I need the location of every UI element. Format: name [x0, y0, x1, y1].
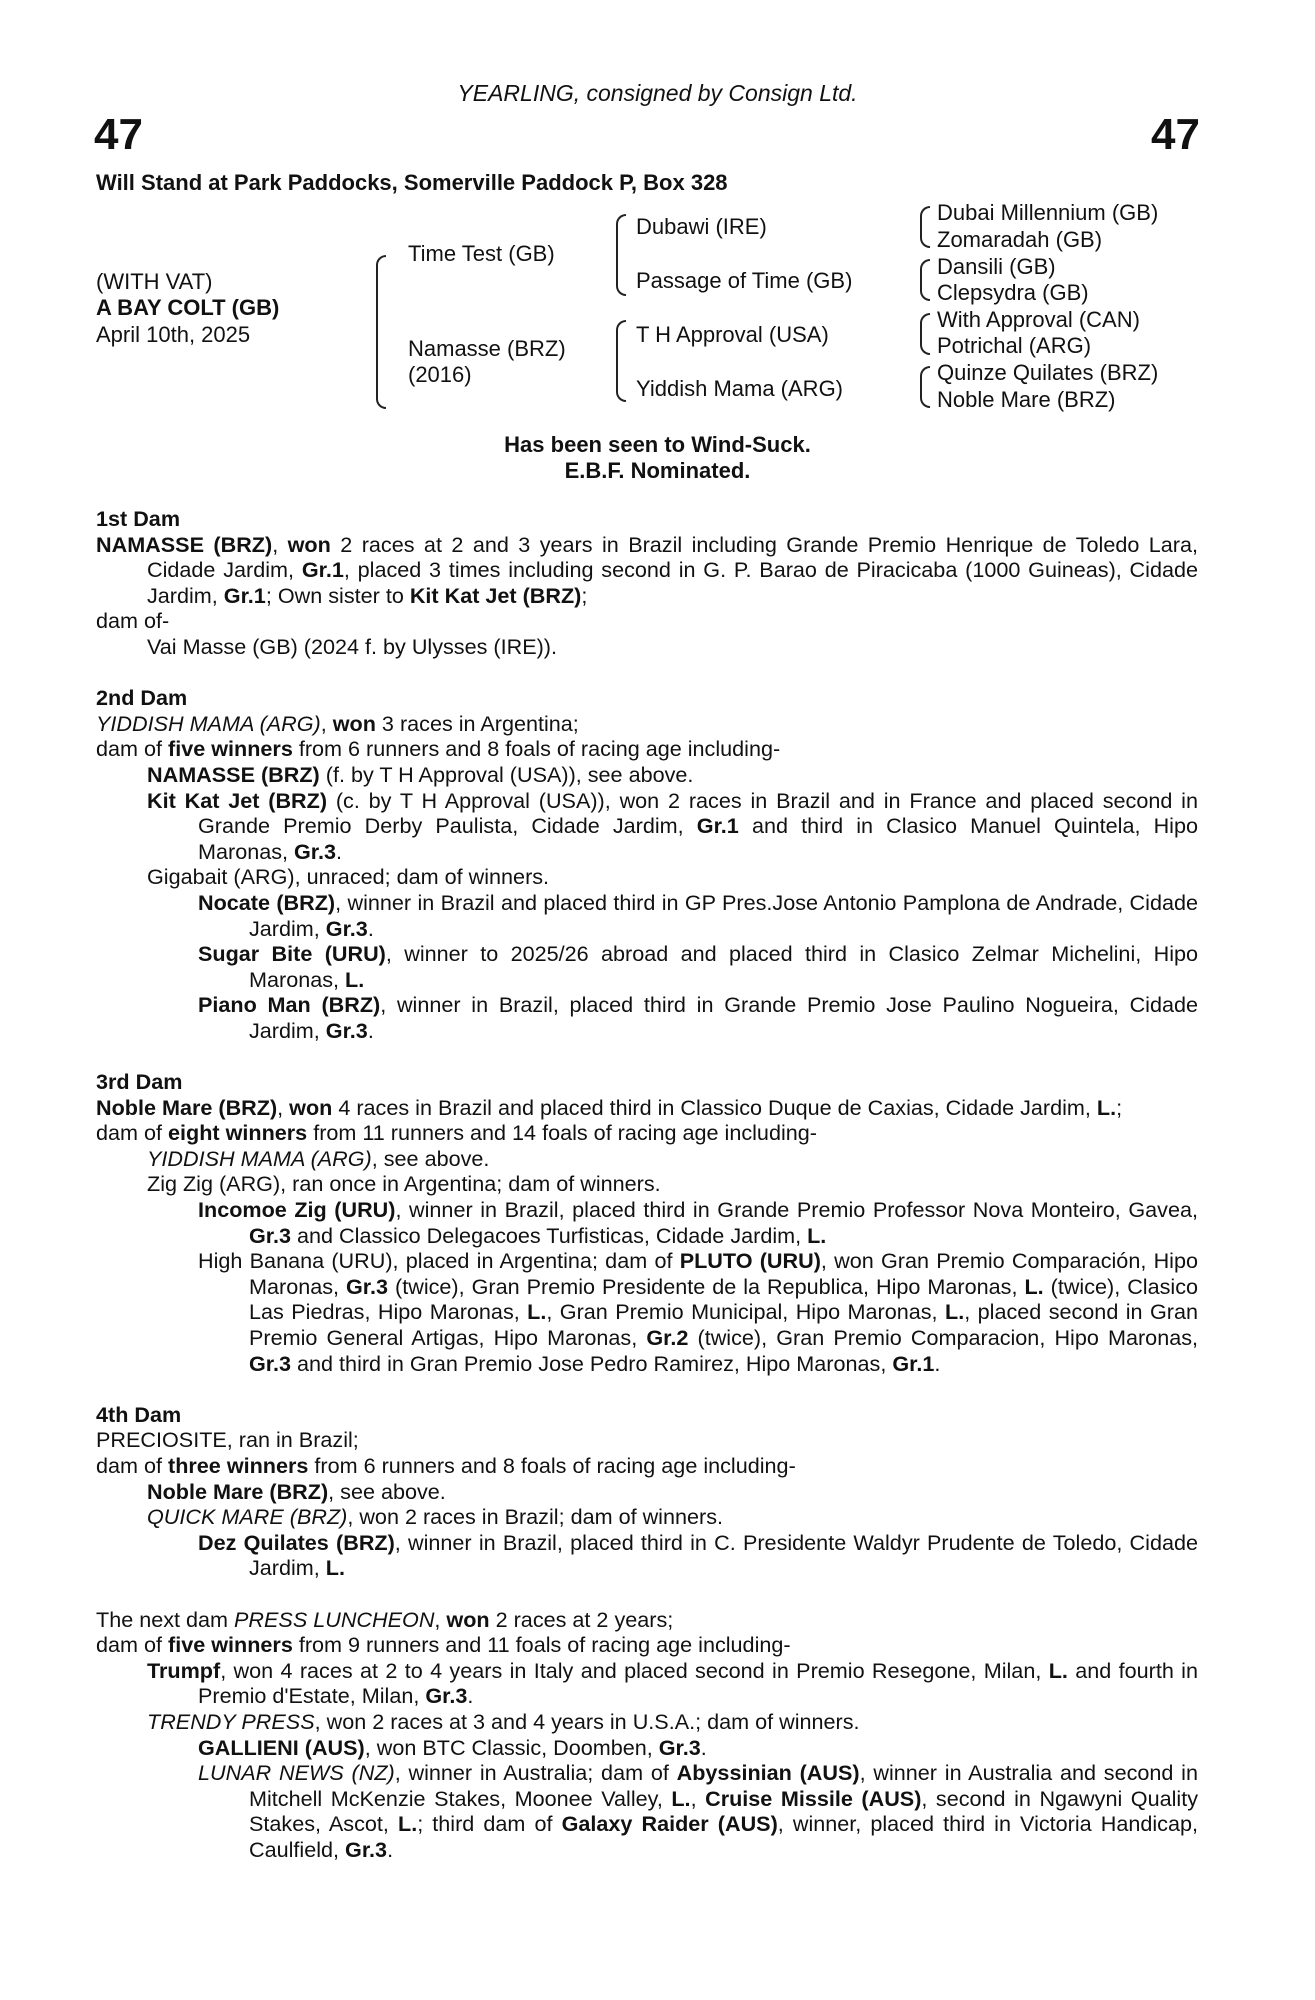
text: (twice), Gran Premio Comparacion, Hipo Maronas, — [688, 1325, 1199, 1350]
bold-text: Gr.3 — [658, 1734, 701, 1760]
text: dam of- — [96, 608, 170, 634]
produce-record — [96, 1479, 1198, 1505]
text: , won BTC Classic, Doomben, — [364, 1734, 659, 1760]
text: . — [700, 1734, 707, 1760]
ebf-note: E.B.F. Nominated. — [564, 458, 751, 483]
text: , winner in Brazil, placed third in Grande Premio Jose Paulino Nogueira, Cidade Jardim, — [249, 992, 1198, 1043]
text: The next dam — [96, 1606, 235, 1632]
ggs-1: Dubai Millennium (GB) — [937, 200, 1159, 225]
bold-text: Incomoe Zig (URU) — [198, 1197, 396, 1223]
text: , winner in Australia; dam of — [394, 1760, 677, 1786]
section-title: 4th Dam — [96, 1401, 182, 1427]
bold-text: won — [287, 531, 331, 557]
windsuck-note: Has been seen to Wind-Suck. — [504, 432, 811, 457]
bold-text: L. — [1096, 1094, 1117, 1120]
text: , — [272, 531, 288, 557]
text: from 11 runners and 14 foals of racing age including- — [307, 1120, 817, 1146]
text: dam of — [96, 1632, 169, 1658]
text: Zig Zig (ARG), ran once in Argentina; dam of winners. — [147, 1171, 661, 1197]
text: , — [277, 1094, 290, 1120]
stabling-info: Will Stand at Park Paddocks, Somerville Paddock P, Box 328 — [96, 170, 728, 195]
bold-text: L. — [671, 1785, 691, 1811]
bracket — [920, 206, 930, 248]
bold-text: Gr.1 — [223, 582, 266, 608]
text: , winner in Australia and second in Mitchell McKenzie Stakes, Moonee Valley, — [249, 1760, 1198, 1811]
bold-text: Galaxy Raider (AUS) — [561, 1811, 778, 1837]
bracket — [920, 313, 930, 355]
ggs-2: Zomaradah (GB) — [937, 227, 1103, 252]
text: dam of — [96, 736, 169, 762]
text: Vai Masse (GB) (2024 f. by Ulysses (IRE)). — [147, 633, 557, 659]
bold-text: L. — [398, 1811, 418, 1837]
produce-record — [96, 1760, 1198, 1862]
bold-text: Gr.1 — [892, 1350, 935, 1376]
produce-record — [96, 1120, 1198, 1146]
text: , placed second in Gran Premio General Artigas, Hipo Maronas, — [249, 1299, 1198, 1350]
dam-dam: Yiddish Mama (ARG) — [636, 376, 844, 401]
bold-text: Nocate (BRZ) — [198, 889, 336, 915]
produce-record — [96, 1530, 1198, 1581]
produce-record — [96, 1632, 1198, 1658]
text: (twice), Clasico Las Piedras, Hipo Maronas, — [249, 1273, 1198, 1325]
dam-section — [96, 1607, 1198, 1863]
bold-text: PLUTO (URU) — [679, 1248, 821, 1274]
dam: Namasse (BRZ) — [408, 336, 566, 361]
text: from 9 runners and 11 foals of racing age including- — [292, 1632, 791, 1658]
bold-text: Kit Kat Jet (BRZ) — [409, 582, 582, 608]
produce-record — [96, 1709, 1198, 1735]
text: , won 2 races in Brazil; dam of winners. — [347, 1504, 723, 1530]
text: dam of — [96, 1120, 169, 1146]
section-title: 1st Dam — [96, 506, 181, 531]
produce-record — [96, 1504, 1198, 1530]
bold-text: L. — [945, 1299, 965, 1325]
sire-dam: Passage of Time (GB) — [636, 268, 853, 293]
produce-record — [96, 711, 1198, 737]
text: 4 races in Brazil and placed third in Classico Duque de Caxias, Cidade Jardim, — [332, 1094, 1097, 1120]
produce-record — [96, 1427, 1198, 1453]
italic-text: LUNAR NEWS (NZ) — [198, 1760, 395, 1786]
bold-text: NAMASSE (BRZ) — [96, 531, 273, 557]
sale-notes — [0, 432, 1315, 484]
text: , see above. — [328, 1478, 446, 1504]
text: , placed 3 times including second in G. P. Barao de Piracicaba (1000 Guineas), Cidade Jardim, — [147, 557, 1198, 608]
text: , won 4 races at 2 to 4 years in Italy and placed second in Premio Resegone, Milan, — [220, 1657, 1049, 1683]
bold-text: L. — [345, 966, 365, 992]
bold-text: Noble Mare (BRZ) — [96, 1094, 278, 1120]
ggs-7: Quinze Quilates (BRZ) — [937, 360, 1159, 385]
bracket — [376, 255, 386, 409]
ggs-4: Clepsydra (GB) — [937, 280, 1089, 305]
text: ; — [581, 582, 588, 608]
text: , winner, placed third in Victoria Handicap, Caulfield, — [249, 1811, 1198, 1862]
bold-text: Noble Mare (BRZ) — [147, 1478, 329, 1504]
bold-text: Piano Man (BRZ) — [198, 992, 381, 1018]
bold-text: GALLIENI (AUS) — [198, 1734, 365, 1760]
produce-record — [96, 1146, 1198, 1172]
produce-record — [96, 1735, 1198, 1761]
bold-text: Gr.3 — [346, 1273, 389, 1299]
bold-text: Gr.3 — [325, 915, 368, 941]
text: . — [336, 838, 343, 864]
text: 2 races at 2 and 3 years in Brazil including Grande Premio Henrique de Toledo Lara, Cidade Jardim, — [147, 531, 1199, 583]
text: ; Own sister to — [265, 582, 410, 608]
bold-text: Gr.1 — [301, 557, 344, 583]
produce-record — [96, 1095, 1198, 1121]
bracket — [616, 214, 626, 296]
text: (twice), Gran Premio Presidente de la Republica, Hipo Maronas, — [388, 1273, 1025, 1299]
text: from 6 runners and 8 foals of racing age including- — [308, 1452, 796, 1478]
produce-record — [96, 992, 1198, 1043]
bold-text: L. — [1048, 1657, 1068, 1683]
dam-section — [96, 1069, 1198, 1376]
produce-record — [96, 1607, 1198, 1633]
bold-text: Gr.3 — [345, 1836, 388, 1862]
text: , won Gran Premio Comparación, Hipo Maronas, — [249, 1248, 1198, 1299]
bold-text: L. — [325, 1555, 345, 1581]
produce-record — [96, 1658, 1198, 1709]
vat-note: (WITH VAT) — [96, 269, 213, 294]
text: and fourth in Premio d'Estate, Milan, — [198, 1657, 1198, 1709]
text: and third in Gran Premio Jose Pedro Ramirez, Hipo Maronas, — [291, 1350, 893, 1376]
bold-text: Trumpf — [147, 1657, 221, 1683]
dam-section — [96, 1402, 1198, 1581]
produce-record — [96, 736, 1198, 762]
ggs-5: With Approval (CAN) — [937, 307, 1140, 332]
bold-text: eight winners — [168, 1120, 308, 1146]
sire: Time Test (GB) — [408, 241, 555, 266]
sire-sire: Dubawi (IRE) — [636, 214, 767, 239]
produce-record — [96, 788, 1198, 865]
produce-record — [96, 864, 1198, 890]
bold-text: Gr.2 — [646, 1325, 689, 1350]
italic-text: TRENDY PRESS — [147, 1708, 315, 1734]
bold-text: Gr.1 — [696, 813, 739, 839]
dam-line-body — [96, 506, 1198, 1888]
bold-text: Gr.3 — [325, 1017, 368, 1043]
bold-text: Gr.3 — [249, 1222, 292, 1248]
produce-record — [96, 608, 1198, 634]
bold-text: Sugar Bite (URU) — [198, 941, 386, 967]
text: . — [387, 1836, 394, 1862]
text: , second in Ngawyni Quality Stakes, Ascot, — [249, 1785, 1198, 1837]
bold-text: Abyssinian (AUS) — [676, 1760, 860, 1786]
produce-record — [96, 941, 1198, 992]
lot-number-left: 47 — [94, 110, 143, 159]
section-title: 3rd Dam — [96, 1069, 183, 1095]
bold-text: L. — [1024, 1273, 1044, 1299]
ggs-3: Dansili (GB) — [937, 254, 1056, 279]
dam-section — [96, 685, 1198, 1043]
text: , winner in Brazil, placed third in Grande Premio Professor Nova Monteiro, Gavea, — [395, 1197, 1198, 1223]
text: . — [367, 915, 374, 941]
text: . — [934, 1350, 941, 1376]
text: Gigabait (ARG), unraced; dam of winners. — [147, 864, 550, 890]
bold-text: won — [332, 710, 376, 736]
text: and Classico Delegacoes Turfisticas, Cidade Jardim, — [291, 1222, 808, 1248]
bold-text: won — [446, 1606, 490, 1632]
bracket — [920, 366, 930, 408]
catalogue-header: YEARLING, consigned by Consign Ltd. — [457, 80, 858, 106]
produce-record — [96, 1171, 1198, 1197]
section-title: 2nd Dam — [96, 685, 188, 711]
bracket — [920, 259, 930, 301]
text: , won 2 races at 3 and 4 years in U.S.A.; dam of winners. — [314, 1708, 860, 1734]
produce-record — [96, 1197, 1198, 1248]
produce-record — [96, 890, 1198, 941]
text: (f. by T H Approval (USA)), see above. — [319, 761, 694, 787]
produce-record — [96, 634, 1198, 660]
bold-text: L. — [807, 1222, 827, 1248]
text: , winner in Brazil and placed third in GP Pres.Jose Antonio Pamplona de Andrade, Cidade Jardim, — [249, 889, 1198, 941]
produce-record — [96, 762, 1198, 788]
ggs-8: Noble Mare (BRZ) — [937, 387, 1116, 412]
text: from 6 runners and 8 foals of racing age including- — [292, 736, 781, 762]
text: , see above. — [371, 1145, 490, 1171]
bold-text: Gr.3 — [249, 1350, 292, 1376]
text: , — [690, 1785, 706, 1811]
bold-text: Kit Kat Jet (BRZ) — [147, 787, 328, 813]
text: PRECIOSITE, ran in Brazil; — [96, 1427, 359, 1453]
bold-text: NAMASSE (BRZ) — [147, 761, 320, 787]
bold-text: five winners — [168, 736, 293, 762]
text: . — [467, 1683, 474, 1709]
text: , Gran Premio Municipal, Hipo Maronas, — [546, 1299, 945, 1325]
italic-text: YIDDISH MAMA (ARG) — [147, 1145, 372, 1171]
text: , winner in Brazil, placed third in C. Presidente Waldyr Prudente de Toledo, Cidade Jardim, — [249, 1529, 1198, 1581]
italic-text: PRESS LUNCHEON — [234, 1606, 435, 1632]
bold-text: L. — [527, 1299, 547, 1325]
bold-text: three winners — [168, 1452, 309, 1478]
dam-section — [96, 506, 1198, 660]
text: ; third dam of — [417, 1811, 562, 1837]
text: dam of — [96, 1452, 169, 1478]
text: , — [320, 710, 333, 736]
italic-text: QUICK MARE (BRZ) — [147, 1504, 348, 1530]
italic-text: YIDDISH MAMA (ARG) — [96, 710, 321, 736]
text: High Banana (URU), placed in Argentina; dam of — [198, 1248, 680, 1274]
produce-record — [96, 1453, 1198, 1479]
dam-sire: T H Approval (USA) — [636, 322, 829, 347]
text: , — [434, 1606, 447, 1632]
text: 3 races in Argentina; — [375, 710, 579, 736]
bold-text: Gr.3 — [425, 1683, 468, 1709]
text: . — [367, 1017, 374, 1043]
produce-record — [96, 532, 1198, 609]
bold-text: Gr.3 — [294, 838, 337, 864]
bracket — [616, 320, 626, 402]
ggs-6: Potrichal (ARG) — [937, 333, 1092, 358]
bold-text: Cruise Missile (AUS) — [705, 1785, 922, 1811]
bold-text: won — [289, 1094, 333, 1120]
text: (c. by T H Approval (USA)), won 2 races in Brazil and in France and placed second in Grande Premio Derby Paulista, Cidade Jardim, — [198, 787, 1198, 839]
text: ; — [1116, 1094, 1123, 1120]
text: , winner to 2025/26 abroad and placed third in Clasico Zelmar Michelini, Hipo Maronas, — [249, 941, 1199, 992]
horse-name: A BAY COLT (GB) — [96, 295, 280, 320]
text: and third in Clasico Manuel Quintela, Hipo Maronas, — [198, 813, 1198, 864]
lot-number-right: 47 — [1151, 110, 1200, 159]
foaling-date: April 10th, 2025 — [96, 322, 251, 347]
bold-text: Dez Quilates (BRZ) — [198, 1529, 395, 1555]
text: 2 races at 2 years; — [489, 1606, 674, 1632]
dam-year: (2016) — [408, 362, 472, 387]
bold-text: five winners — [168, 1632, 293, 1658]
produce-record — [96, 1248, 1198, 1376]
